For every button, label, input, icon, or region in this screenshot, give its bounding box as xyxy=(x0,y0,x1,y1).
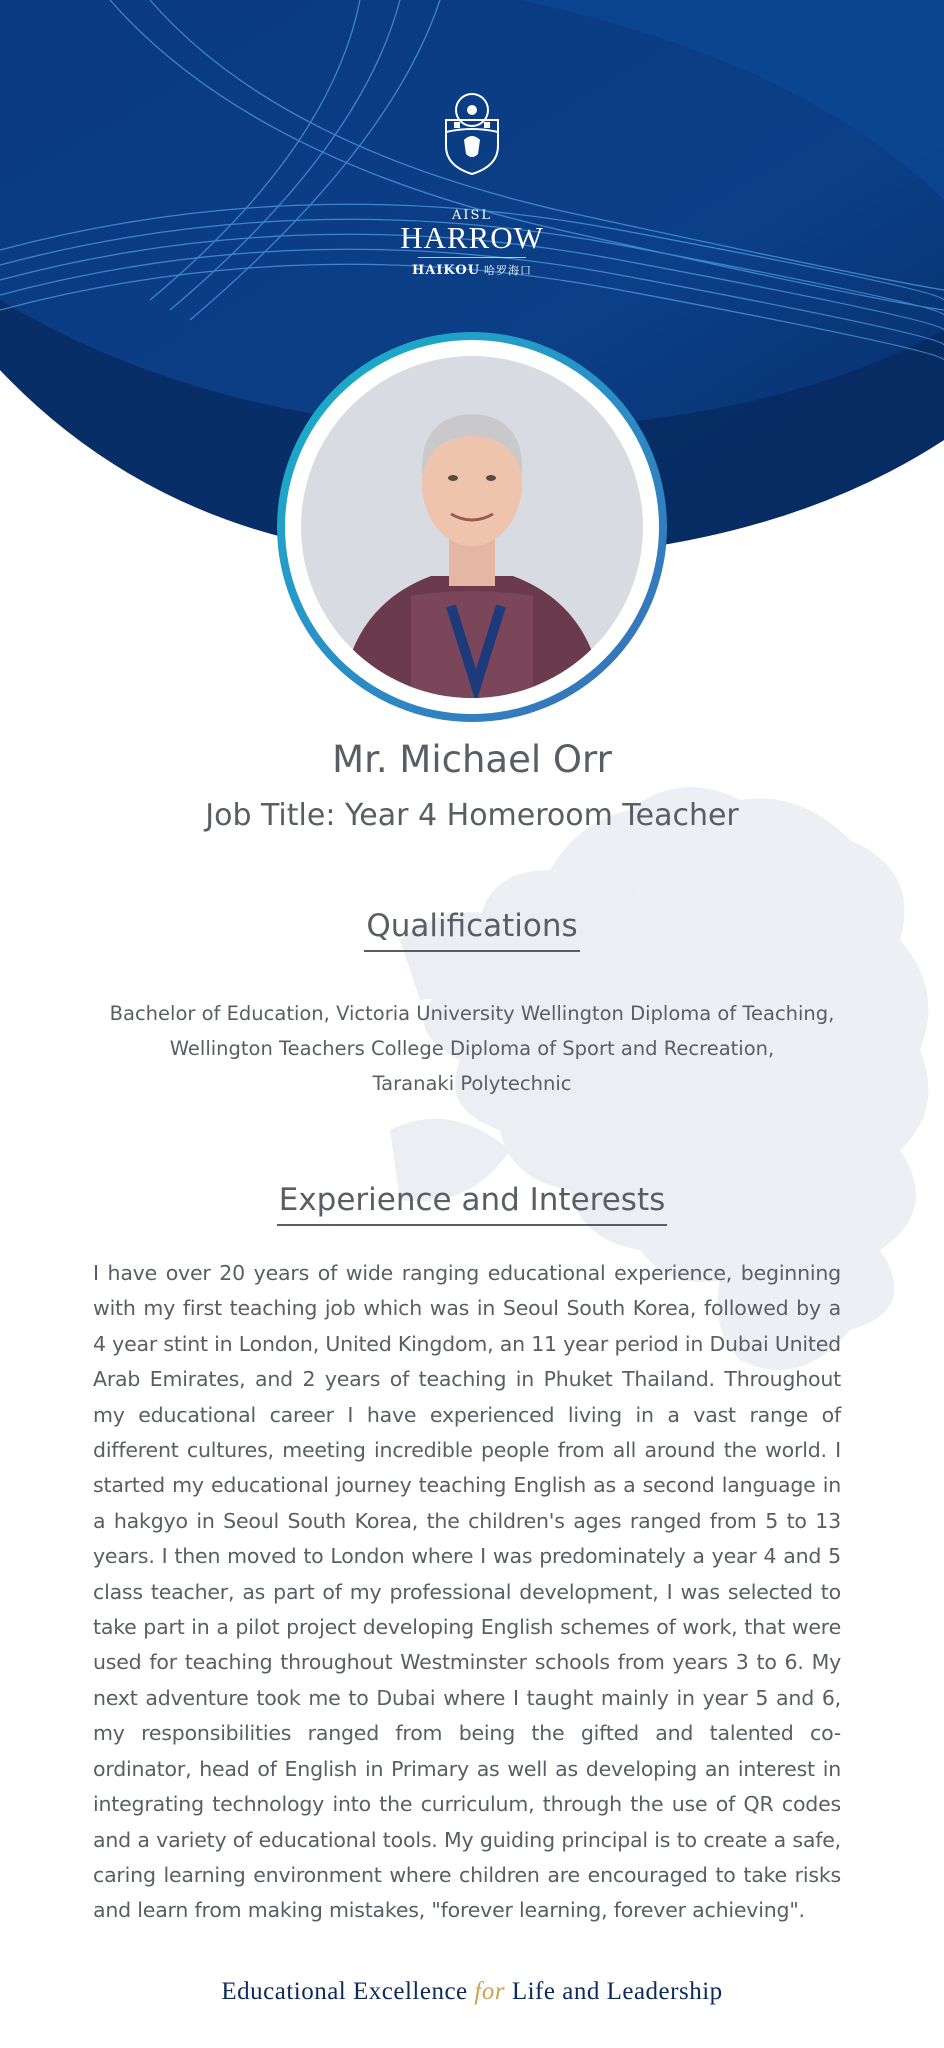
logo-divider xyxy=(418,257,526,258)
qualifications-text xyxy=(80,996,864,1101)
qualification-line: Wellington Teachers College Diploma of Sport and Recreation, xyxy=(169,1037,775,1060)
qualification-line: Bachelor of Education, Victoria University Wellington Diploma of Teaching, xyxy=(109,1002,835,1025)
profile-photo xyxy=(301,356,643,698)
qualifications-heading: Qualifications xyxy=(0,908,944,952)
tagline: Educational Excellence for Life and Leadership xyxy=(221,1978,723,2005)
logo-haikou-text: HAIKOU 哈罗海口 xyxy=(411,263,533,278)
job-title: Job Title: Year 4 Homeroom Teacher xyxy=(205,798,739,833)
logo-aisl-text: AISL xyxy=(451,208,493,223)
experience-paragraph: I have over 20 years of wide ranging educational experience, beginning with my first teaching job which was in Seoul South Korea, followed by a 4 year stint in London, United Kingdom, an 11 year period in Dubai United Arab Emirates, and 2 years of teaching in Phuket Thailand. Throughout my educational career I have experienced living in a vast range of different cultures, meeting incredible people from all around the world. I started my educational journey teaching English as a second language in a hakgyo in Seoul South Korea, the children's ages ranged from 5 to 13 years. I then moved to London where I was predominately a year 4 and 5 class teacher, as part of my professional development, I was selected to take part in a pilot project developing English schemes of work, that were used for teaching throughout Westminster schools from years 3 to 6. My next adventure took me to Dubai where I taught mainly in year 5 and 6, my responsibilities ranged from being the gifted and talented co-ordinator, head of English in Primary as well as developing an interest in integrating technology into the curriculum, through the use of QR codes and a variety of educational tools. My guiding principal is to create a safe, caring learning environment where children are encouraged to take risks and learn from making mistakes, "forever learning, forever achieving". xyxy=(93,1261,841,1923)
teacher-name: Mr. Michael Orr xyxy=(332,738,612,781)
logo-harrow-text: HARROW xyxy=(400,220,544,255)
school-crest-logo xyxy=(424,80,520,176)
experience-heading: Experience and Interests xyxy=(0,1182,944,1226)
profile-photo-frame xyxy=(277,332,667,722)
qualification-line: Taranaki Polytechnic xyxy=(372,1072,572,1095)
